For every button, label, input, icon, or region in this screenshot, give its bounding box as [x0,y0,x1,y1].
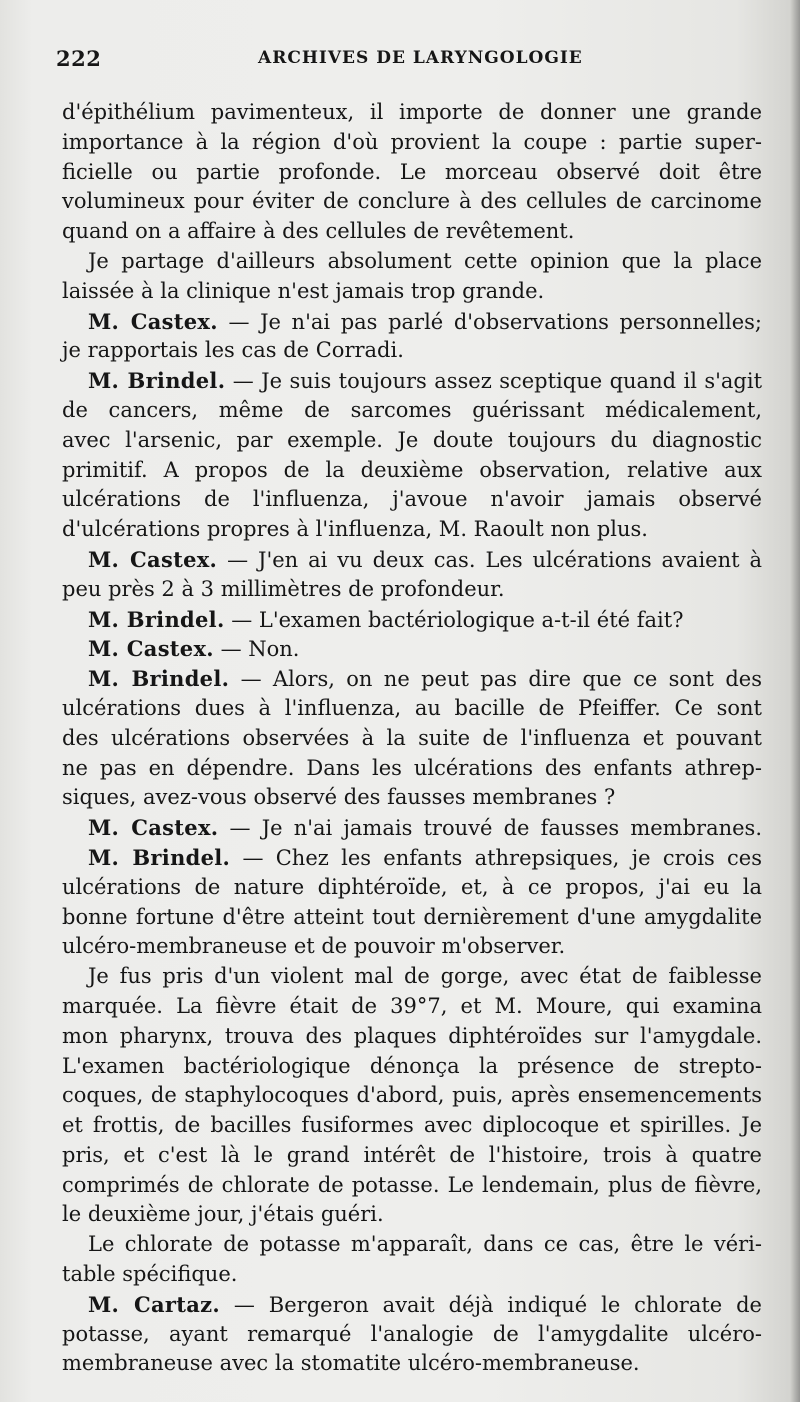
text-line [62,1081,762,1111]
text-line [62,1320,762,1350]
text-line [62,843,762,873]
speaker-name: M. Castex. [88,636,214,662]
text-line [62,903,762,933]
line-text: ulcéro-membraneuse et de pouvoir m'observer. [62,934,566,959]
running-head: ARCHIVES DE LARYNGOLOGIE [258,48,583,68]
line-text: Je partage d'ailleurs absolument cette opinion que la place [88,248,762,273]
text-line [62,605,762,635]
line-text: — Non. [213,637,300,662]
text-line [62,694,762,724]
line-text: primitif. A propos de la deuxième observation, relative aux [62,457,762,482]
text-line [62,247,762,277]
text-line [62,1052,762,1082]
text-line [62,187,762,217]
text-line [62,873,762,903]
line-text: ficielle ou partie profonde. Le morceau observé doit être [62,159,762,184]
text-line [62,754,762,784]
line-text: ulcérations de l'influenza, j'avoue n'avoir jamais observé [62,487,762,512]
text-line [62,366,762,396]
page-edge-shadow [790,0,800,1402]
text-line [62,485,762,515]
line-text: ulcérations dues à l'influenza, au bacille de Pfeiffer. Ce sont [62,695,762,720]
text-line [62,1200,762,1230]
line-text: pris, et c'est là le grand intérêt de l'histoire, trois à quatre [62,1142,762,1167]
text-line [62,515,762,545]
text-line [62,992,762,1022]
text-line [62,336,762,366]
text-line [62,1111,762,1141]
line-text: — Je suis toujours assez sceptique quand il s'agit [225,369,763,394]
line-text: — Chez les enfants athrepsiques, je crois ces [230,845,763,870]
text-line [62,456,762,486]
text-line [62,1230,762,1260]
text-line [62,98,762,128]
line-text: — Je n'ai pas parlé d'observations personnelles; [217,309,763,334]
text-line [62,426,762,456]
text-line [62,634,762,664]
text-line [62,813,762,843]
line-text: je rapportais les cas de Corradi. [62,338,404,363]
line-text: coques, de staphylocoques d'abord, puis, après ensemencements [62,1083,762,1108]
speaker-name: M. Brindel. [88,368,226,394]
line-text: importance à la région d'où provient la coupe : partie super- [62,129,762,154]
text-line [62,1349,762,1379]
speaker-name: M. Castex. [88,308,218,334]
text-line [62,1260,762,1290]
line-text: d'épithélium pavimenteux, il importe de donner une grande [62,100,762,124]
text-line [62,217,762,247]
body-text [62,98,762,1379]
line-text: — J'en ai vu deux cas. Les ulcérations avaient à [217,547,763,572]
speaker-name: M. Castex. [88,546,218,572]
text-line [62,158,762,188]
speaker-name: M. Brindel. [88,666,230,692]
line-text: membraneuse avec la stomatite ulcéro-membraneuse. [62,1351,640,1376]
line-text: siques, avez-vous observé des fausses membranes ? [62,785,616,810]
line-text: laissée à la clinique n'est jamais trop grande. [62,278,545,303]
speaker-name: M. Brindel. [88,844,231,870]
text-line [62,724,762,754]
line-text: L'examen bactériologique dénonça la présence de strepto- [62,1053,762,1078]
line-text: d'ulcérations propres à l'influenza, M. Raoult non plus. [62,517,648,542]
line-text: comprimés de chlorate de potasse. Le lendemain, plus de fièvre, [62,1172,762,1197]
text-line [62,932,762,962]
line-text: — Bergeron avait déjà indiqué le chlorate de [220,1292,762,1317]
line-text: et frottis, de bacilles fusiformes avec diplocoque et spirilles. Je [62,1113,762,1138]
text-line [62,664,762,694]
line-text: peu près 2 à 3 millimètres de profondeur. [62,576,505,601]
text-line [62,396,762,426]
line-text: bonne fortune d'être atteint tout dernièrement d'une amygdalite [62,904,762,929]
line-text: quand on a affaire à des cellules de revêtement. [62,219,575,244]
line-text: le deuxième jour, j'étais guéri. [62,1202,384,1227]
line-text: avec l'arsenic, par exemple. Je doute toujours du diagnostic [62,427,762,452]
text-line [62,783,762,813]
text-line [62,1141,762,1171]
text-line [62,1171,762,1201]
line-text: — L'examen bactériologique a-t-il été fait? [224,607,684,632]
page-header [0,46,800,72]
line-text: volumineux pour éviter de conclure à des cellules de carcinome [62,189,762,214]
speaker-name: M. Brindel. [88,606,225,632]
line-text: — Alors, on ne peut pas dire que ce sont des [229,667,762,692]
text-line [62,1022,762,1052]
line-text: Je fus pris d'un violent mal de gorge, avec état de faiblesse [88,964,762,989]
line-text: Le chlorate de potasse m'apparaît, dans ce cas, être le véri- [88,1232,762,1257]
speaker-name: M. Castex. [88,815,219,841]
text-line [62,277,762,307]
line-text: de cancers, même de sarcomes guérissant médicalement, [62,397,762,422]
line-text: — Je n'ai jamais trouvé de fausses membranes. [218,816,762,841]
line-text: mon pharynx, trouva des plaques diphtéroïdes sur l'amygdale. [62,1023,762,1048]
text-line [62,128,762,158]
text-line [62,307,762,337]
line-text: potasse, ayant remarqué l'analogie de l'amygdalite ulcéro- [62,1321,762,1346]
speaker-name: M. Cartaz. [88,1291,221,1317]
page-number: 222 [56,46,102,71]
text-line [62,962,762,992]
line-text: marquée. La fièvre était de 39°7, et M. Moure, qui examina [62,993,762,1018]
text-line [62,1290,762,1320]
line-text: table spécifique. [62,1262,238,1287]
line-text: des ulcérations observées à la suite de l'influenza et pouvant [62,725,762,750]
line-text: ne pas en dépendre. Dans les ulcérations des enfants athrep- [62,755,762,780]
text-line [62,575,762,605]
line-text: ulcérations de nature diphtéroïde, et, à ce propos, j'ai eu la [62,874,762,899]
text-line [62,545,762,575]
